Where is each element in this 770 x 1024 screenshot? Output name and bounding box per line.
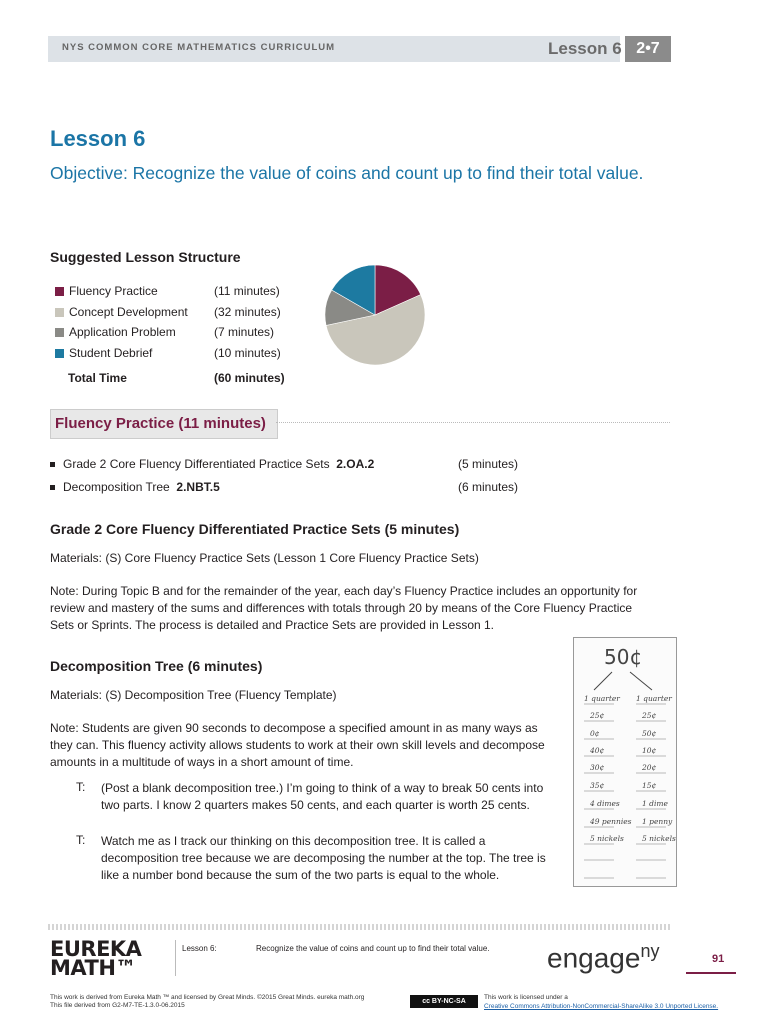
tree-cell: 5 nickels <box>590 834 624 843</box>
structure-item-fluency <box>55 281 158 301</box>
credit-line-2: This file derived from G2-M7-TE-1.3.0-06.2015 <box>50 1002 185 1009</box>
section-divider <box>276 422 670 423</box>
footer-credit <box>50 994 364 1010</box>
tree-cell: 30¢ <box>590 763 605 772</box>
section2-note: Note: Students are given 90 seconds to decompose a specified amount in as many ways as they can. This fluency activity allows students to work at their own skill levels and decompose amounts in a multitude of ways in a short amount of time. <box>50 721 545 769</box>
section1-note: Note: During Topic B and for the remainder of the year, each day’s Fluency Practice includes an opportunity for review and mastery of the sums and differences with totals through 20 by means of the Core Fluency Practice Sets or Sprints. The process is detailed and Practice Sets are provided in Lesson 1. <box>50 584 638 632</box>
footer-objective: Recognize the value of coins and count up to find their total value. <box>256 944 490 953</box>
license-link[interactable]: Creative Commons Attribution-NonCommercial-ShareAlike 3.0 Unported License. <box>484 1003 719 1010</box>
bullet-icon <box>50 485 55 490</box>
standard-code: 2.NBT.5 <box>176 480 220 494</box>
bullet-text: Grade 2 Core Fluency Differentiated Practice Sets <box>63 457 330 471</box>
structure-item-debrief <box>55 343 152 363</box>
structure-minutes: (10 minutes) <box>214 346 281 360</box>
fluency-swatch <box>55 287 64 296</box>
lesson-structure-pie-chart <box>322 262 428 368</box>
decomposition-tree-drawing <box>574 638 676 886</box>
section2-materials: Materials: (S) Decomposition Tree (Fluency Template) <box>50 688 337 702</box>
cc-license-badge: cc BY-NC-SA <box>410 995 478 1008</box>
header-lesson: Lesson 6 <box>548 39 622 58</box>
page-number-box <box>686 944 736 974</box>
structure-item-concept <box>55 302 188 322</box>
brand-line-1: EUREKA <box>50 937 142 961</box>
license-line-1: This work is licensed under a <box>484 994 568 1001</box>
tree-cell: 35¢ <box>590 781 605 790</box>
tree-cell: 1 quarter <box>584 694 620 703</box>
structure-minutes: (11 minutes) <box>214 284 280 298</box>
tree-cell: 25¢ <box>642 711 657 720</box>
tree-cell: 10¢ <box>642 746 657 755</box>
page-number: 91 <box>712 953 725 965</box>
tree-cell: 49 pennies <box>590 817 632 826</box>
teacher-line: Watch me as I track our thinking on this decomposition tree. It is called a decomposition tree because we are decomposing the number at the top. The tree is like a number bond because the sum of the two parts is equal to the whole. <box>101 834 546 882</box>
objective: Objective: Recognize the value of coins and count up to find their total value. <box>50 163 644 183</box>
brand-line-2: MATH™ <box>50 956 136 980</box>
decomposition-tree-image <box>573 637 677 887</box>
structure-minutes: (32 minutes) <box>214 305 281 319</box>
structure-label: Concept Development <box>69 305 188 319</box>
eureka-math-logo <box>50 937 142 980</box>
bullet-text: Decomposition Tree <box>63 480 170 494</box>
teacher-label: T: <box>76 780 86 794</box>
tree-cell: 4 dimes <box>590 799 620 808</box>
fluency-bullet <box>50 457 374 471</box>
concept-swatch <box>55 308 64 317</box>
engageny-logo <box>547 941 659 974</box>
tree-cell: 40¢ <box>590 746 605 755</box>
footer-divider <box>175 940 176 976</box>
bullet-minutes: (6 minutes) <box>458 480 519 494</box>
tree-cell: 0¢ <box>590 729 600 738</box>
total-time-minutes: (60 minutes) <box>214 371 285 385</box>
structure-label: Student Debrief <box>69 346 153 360</box>
teacher-label: T: <box>76 833 86 847</box>
structure-heading: Suggested Lesson Structure <box>50 249 241 265</box>
tree-cell: 5 nickels <box>642 834 676 843</box>
module-badge: 2•7 <box>625 36 671 62</box>
page-title: Lesson 6 <box>50 126 146 151</box>
fluency-heading: Fluency Practice (11 minutes) <box>55 415 266 432</box>
curriculum-label: NYS COMMON CORE MATHEMATICS CURRICULUM <box>62 42 336 53</box>
fluency-bullet <box>50 480 220 494</box>
debrief-swatch <box>55 349 64 358</box>
tree-cell: 20¢ <box>642 763 657 772</box>
engage-sup: ny <box>640 941 660 961</box>
structure-item-application <box>55 322 176 342</box>
bullet-icon <box>50 462 55 467</box>
tree-cell: 1 penny <box>642 817 673 826</box>
section2-heading: Decomposition Tree (6 minutes) <box>50 658 263 674</box>
bullet-minutes: (5 minutes) <box>458 457 519 471</box>
tree-top: 50¢ <box>604 645 643 669</box>
tree-cell: 1 quarter <box>636 694 672 703</box>
credit-line-1: This work is derived from Eureka Math ™ and licensed by Great Minds. ©2015 Great Minds. eureka math.org <box>50 994 365 1001</box>
section1-materials: Materials: (S) Core Fluency Practice Sets (Lesson 1 Core Fluency Practice Sets) <box>50 551 479 565</box>
structure-label: Application Problem <box>69 325 176 339</box>
tree-cell: 25¢ <box>590 711 605 720</box>
tree-cell: 50¢ <box>642 729 657 738</box>
footer-lesson: Lesson 6: <box>182 944 217 953</box>
tree-cell: 15¢ <box>642 781 657 790</box>
structure-minutes: (7 minutes) <box>214 325 275 339</box>
total-time-label: Total Time <box>68 371 127 385</box>
footer-rule <box>48 924 670 930</box>
structure-label: Fluency Practice <box>69 284 158 298</box>
engage-text: engage <box>547 942 641 974</box>
teacher-line: (Post a blank decomposition tree.) I’m going to think of a way to break 50 cents into two parts. I know 2 quarters makes 50 cents, and each quarter is worth 25 cents. <box>101 781 544 812</box>
standard-code: 2.OA.2 <box>336 457 375 471</box>
tree-cell: 1 dime <box>642 799 668 808</box>
application-swatch <box>55 328 64 337</box>
license-text <box>484 993 718 1011</box>
section1-heading: Grade 2 Core Fluency Differentiated Practice Sets (5 minutes) <box>50 521 460 537</box>
